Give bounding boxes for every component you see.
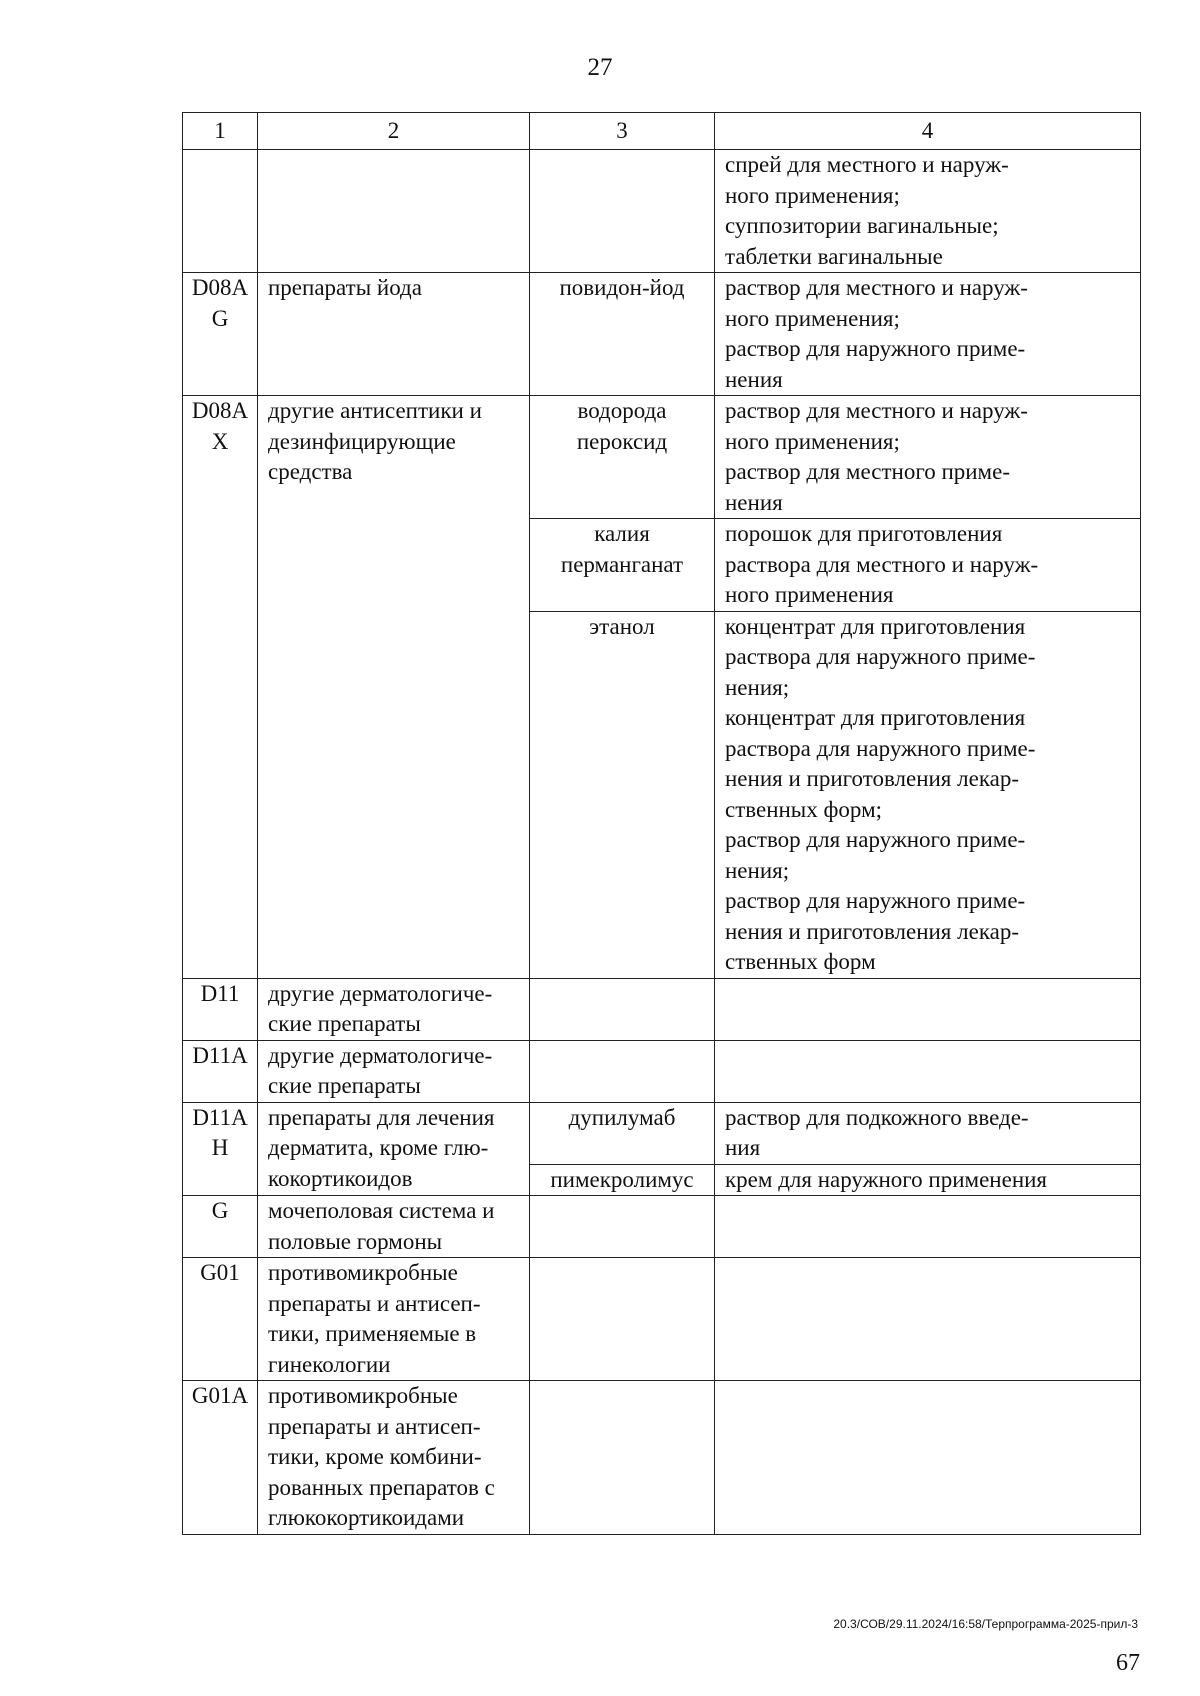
table-row xyxy=(183,1258,1141,1381)
page-number: 27 xyxy=(587,54,613,81)
dosage-forms-cell xyxy=(715,978,1141,1040)
atc-code-cell: D11 xyxy=(183,978,258,1040)
drug-name-cell xyxy=(530,1196,715,1258)
drug-name-cell xyxy=(530,1258,715,1381)
column-header: 4 xyxy=(715,113,1141,150)
drug-name-cell: повидон-йод xyxy=(530,273,715,396)
column-header: 3 xyxy=(530,113,715,150)
drug-table xyxy=(182,112,1141,1535)
group-name-cell: другие антисептики и дезинфицирующие средства xyxy=(258,396,530,979)
table-row xyxy=(183,1381,1141,1535)
drug-name-cell xyxy=(530,1381,715,1535)
atc-code-cell: G xyxy=(183,1196,258,1258)
dosage-forms-cell: раствор для местного и наруж- ного применения; раствор для местного приме- нения xyxy=(715,396,1141,519)
column-header: 1 xyxy=(183,113,258,150)
group-name-cell: противомикробные препараты и антисеп- тики, кроме комбини- рованных препаратов с глюкокортикоидами xyxy=(258,1381,530,1535)
drug-name-cell: пимекролимус xyxy=(530,1164,715,1196)
drug-name-cell: этанол xyxy=(530,611,715,978)
atc-code-cell: D08AG xyxy=(183,273,258,396)
sheet-number: 67 xyxy=(1116,1650,1140,1676)
drug-name-cell xyxy=(530,150,715,273)
table-row xyxy=(183,1040,1141,1102)
group-name-cell: другие дерматологиче- ские препараты xyxy=(258,978,530,1040)
group-name-cell: другие дерматологиче- ские препараты xyxy=(258,1040,530,1102)
table-row xyxy=(183,978,1141,1040)
column-header: 2 xyxy=(258,113,530,150)
drug-name-cell xyxy=(530,1040,715,1102)
atc-code-cell: G01A xyxy=(183,1381,258,1535)
atc-code-cell: G01 xyxy=(183,1258,258,1381)
table-row xyxy=(183,1102,1141,1164)
atc-code-cell xyxy=(183,150,258,273)
dosage-forms-cell: концентрат для приготовления раствора для наружного приме- нения; концентрат для приготовления раствора для наружного приме- нения и приготовления лекар- ственных форм; раствор для наружного приме- нения; раствор для наружного приме- нения и приготовления лекар- ственных форм xyxy=(715,611,1141,978)
dosage-forms-cell xyxy=(715,1381,1141,1535)
dosage-forms-cell: порошок для приготовления раствора для местного и наруж- ного применения xyxy=(715,519,1141,612)
atc-code-cell: D11AH xyxy=(183,1102,258,1196)
dosage-forms-cell: раствор для местного и наруж- ного применения; раствор для наружного приме- нения xyxy=(715,273,1141,396)
group-name-cell: мочеполовая система и половые гормоны xyxy=(258,1196,530,1258)
dosage-forms-cell: раствор для подкожного введе- ния xyxy=(715,1102,1141,1164)
dosage-forms-cell: крем для наружного применения xyxy=(715,1164,1141,1196)
dosage-forms-cell xyxy=(715,1196,1141,1258)
dosage-forms-cell xyxy=(715,1258,1141,1381)
table-row xyxy=(183,1196,1141,1258)
table-row xyxy=(183,396,1141,519)
group-name-cell: препараты йода xyxy=(258,273,530,396)
table-row xyxy=(183,150,1141,273)
document-footer-code: 20.3/СОВ/29.11.2024/16:58/Терпрограмма-2025-прил-3 xyxy=(833,1617,1138,1631)
drug-name-cell: водорода пероксид xyxy=(530,396,715,519)
group-name-cell xyxy=(258,150,530,273)
drug-name-cell: калия перманганат xyxy=(530,519,715,612)
drug-name-cell: дупилумаб xyxy=(530,1102,715,1164)
table-row xyxy=(183,273,1141,396)
atc-code-cell: D11A xyxy=(183,1040,258,1102)
atc-code-cell: D08AX xyxy=(183,396,258,979)
group-name-cell: препараты для лечения дерматита, кроме глю- кокортикоидов xyxy=(258,1102,530,1196)
dosage-forms-cell: спрей для местного и наруж- ного применения; суппозитории вагинальные; таблетки вагинальные xyxy=(715,150,1141,273)
group-name-cell: противомикробные препараты и антисеп- тики, применяемые в гинекологии xyxy=(258,1258,530,1381)
dosage-forms-cell xyxy=(715,1040,1141,1102)
table-header-row xyxy=(183,113,1141,150)
drug-name-cell xyxy=(530,978,715,1040)
